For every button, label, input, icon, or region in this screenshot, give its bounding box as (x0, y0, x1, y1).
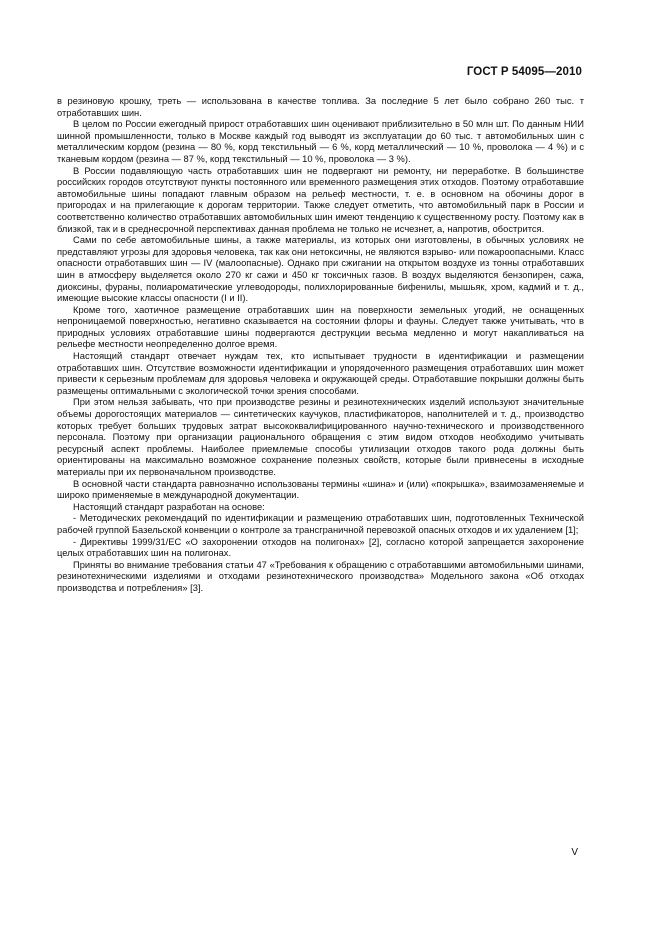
paragraph-flora-fauna: Кроме того, хаотичное размещение отработавших шин на поверхности земельных угодий, не оснащенных непроницаемой поверхностью, негативно сказывается на состоянии флоры и фауны. Следует также учитывать, что в природных условиях отработавшие шины подвергаются деструкции весьма медленно и могут накапливаться на рельефе местности неопределенно долгое время. (57, 304, 584, 350)
paragraph-basis-intro: Настоящий стандарт разработан на основе: (73, 501, 265, 512)
document-id-header: ГОСТ Р 54095—2010 (466, 66, 582, 78)
list-item-directive: - Директивы 1999/31/ЕС «О захоронении отходов на полигонах» [2], согласно которой запрещается захоронение целых отработавших шин на полигонах. (57, 536, 584, 559)
paragraph-hazard-class: Сами по себе автомобильные шины, а также материалы, из которых они изготовлены, в обычных условиях не представляют угрозы для здоровья человека, так как они нетоксичны, не являются взрыво- или пожароопасными. Класс опасности отработавших шин — IV (малоопасные). Однако при сжигании на открытом воздухе из тонны отработавших шин в атмосферу выделяется около 270 кг сажи и 450 кг токсичных газов. В воздух выделяются бензопирен, сажа, диоксины, фураны, полиароматические углеводороды, полихлорированные бифенилы, мышьяк, хром, кадмий и т. д., имеющие высокие классы опасности (I и II). (57, 235, 584, 304)
paragraph-resource-aspect: При этом нельзя забывать, что при производстве резины и резинотехнических изделий используют значительные объемы дорогостоящих материалов — синтетических каучуков, пластификаторов, наполнителей и т. д., производство которых требует больших трудовых затрат высококвалифицированного научно-технического и производственного персонала. Поэтому при организации рационального обращения с этим видом отходов необходимо учитывать ресурсный аспект проблемы. Наиболее приемлемые способы утилизации отходов такого рода должны быть ориентированы на максимально возможное сохранение полезных свойств, которые были привнесены в исходные материалы при их первоначальном производстве. (57, 397, 584, 477)
list-item-basel: - Методических рекомендаций по идентификации и размещению отработавших шин, подготовленных Технической рабочей группой Базельской конвенции о контроле за трансграничной перевозкой опасных отходов и их удалением [1]; (57, 513, 584, 535)
paragraph-tire-growth: В целом по России ежегодный прирост отработавших шин оценивают приблизительно в 50 млн шт. По данным НИИ шинной промышленности, только в Москве каждый год выводят из эксплуатации до 60 тыс. т автомобильных шин с металлическим кордом (резина — 80 %, корд текстильный — 6 %, корд металлический — 10 %, проволока — 4 %) и с тканевым кордом (резина — 87 %, корд текстильный — 10 %, проволока — 3 %). (57, 119, 584, 164)
paragraph-continuation: в резиновую крошку, треть — использована в качестве топлива. За последние 5 лет было собрано 260 тыс. т отработавших шин. (57, 96, 584, 118)
paragraph-standard-purpose: Настоящий стандарт отвечает нуждам тех, кто испытывает трудности в идентификации и размещении отработавших шин. Отсутствие возможности идентификации и упорядоченного размещения отработавших шин может привести к серьезным проблемам для здоровья человека и окружающей среды. Отработавшие покрышки должны быть размещены оптимальными с экологической точки зрения способами. (57, 351, 584, 396)
paragraph-no-recycling: В России подавляющую часть отработавших шин не подвергают ни ремонту, ни переработке. В большинстве российских городов отсутствуют пункты постоянного или временного размещения этих отходов. Поэтому отработавшие автомобильные шины попадают главным образом на рельеф местности, т. е. в основном на обочины дорог в пригородах и на прилегающие к дорогам территории. Также следует отметить, что автомобильный парк в России и соответственно количество отработавших автомобильных шин имеют тенденцию к существенному росту. Поэтому как в близкой, так и в среднесрочной перспективах данная проблема не только не исчезнет, а, напротив, обострится. (57, 165, 584, 234)
body-text (57, 96, 584, 595)
paragraph-terms: В основной части стандарта равнозначно использованы термины «шина» и (или) «покрышка», взаимозаменяемые и широко применяемые в международной документации. (57, 478, 584, 501)
paragraph-model-law: Приняты во внимание требования статьи 47 «Требования к обращению с отработавшими автомобильными шинами, резинотехническими изделиями и отходами резинотехнического производства» Модельного закона «Об отходах производства и потребления» [3]. (57, 559, 584, 593)
page-number: V (571, 847, 578, 858)
